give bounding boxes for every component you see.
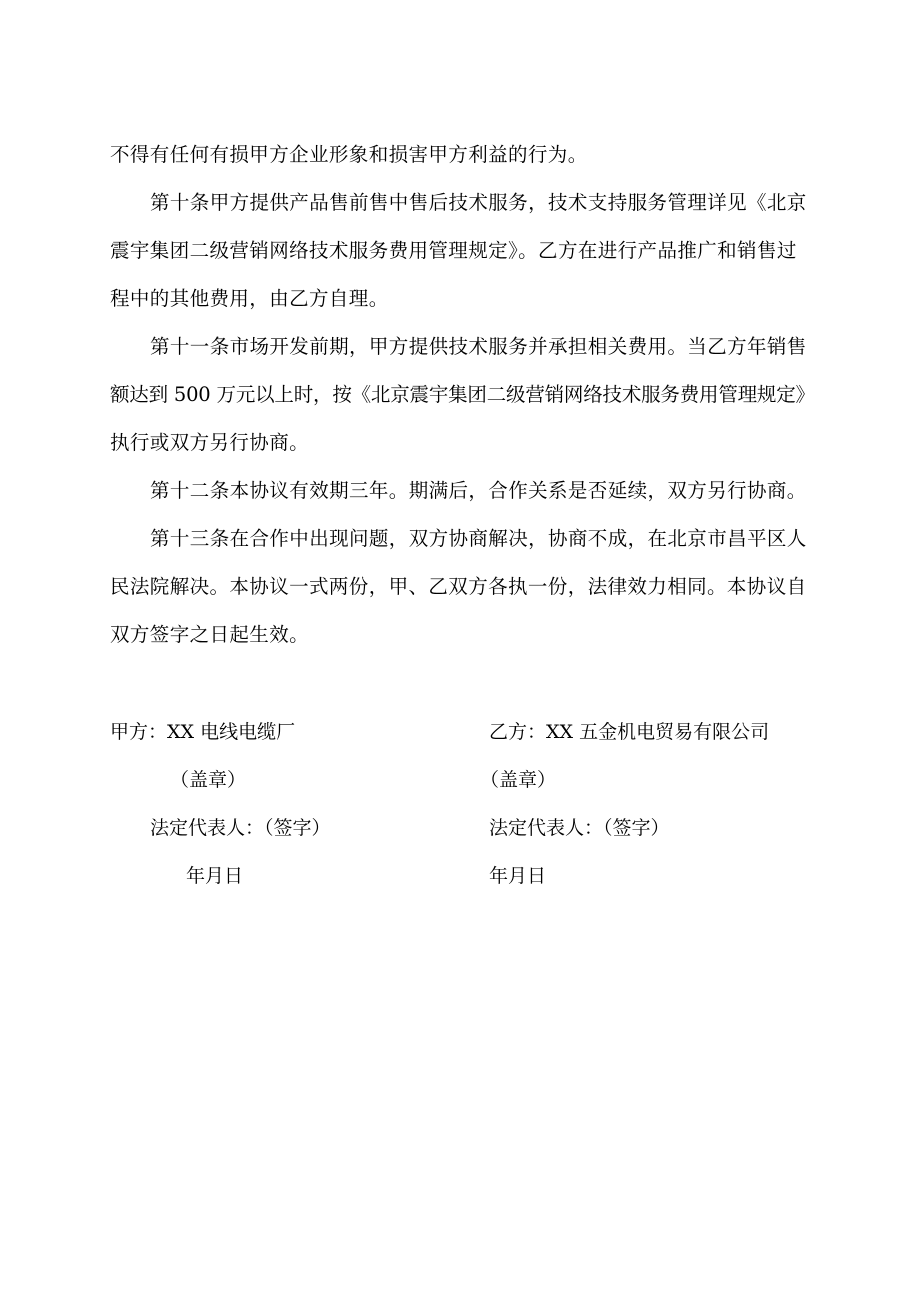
article-13-line-3: 双方签字之日起生效。 (110, 623, 310, 646)
party-b-date: 年月日 (489, 865, 547, 887)
article-11-line-2: 额达到 500 万元以上时，按《北京震宇集团二级营销网络技术服务费用管理规定》 (110, 383, 815, 406)
article-10-line-1: 第十条甲方提供产品售前售中售后技术服务，技术支持服务管理详见《北京 (150, 191, 807, 214)
paragraph-1-line-1: 不得有任何有损甲方企业形象和损害甲方利益的行为。 (110, 143, 588, 166)
article-13-line-1: 第十三条在合作中出现问题，双方协商解决，协商不成，在北京市昌平区人 (150, 527, 807, 550)
party-b-representative: 法定代表人：（签字） (489, 817, 670, 839)
article-10-line-3: 程中的其他费用，由乙方自理。 (110, 287, 389, 310)
party-b-name: 乙方：XX 五金机电贸易有限公司 (489, 721, 770, 743)
article-11-line-1: 第十一条市场开发前期，甲方提供技术服务并承担相关费用。当乙方年销售 (150, 335, 807, 358)
article-13-line-2: 民法院解决。本协议一式两份，甲、乙双方各执一份，法律效力相同。本协议自 (110, 575, 807, 598)
party-a-representative: 法定代表人：（签字） (150, 817, 331, 839)
article-10-line-2: 震宇集团二级营销网络技术服务费用管理规定》。乙方在进行产品推广和销售过 (110, 239, 797, 262)
article-11-line-3: 执行或双方另行协商。 (110, 431, 310, 454)
article-12-line-1: 第十二条本协议有效期三年。期满后，合作关系是否延续，双方另行协商。 (150, 479, 807, 502)
party-a-seal: （盖章） (170, 769, 247, 791)
party-b-seal: （盖章） (480, 769, 557, 791)
party-a-date: 年月日 (186, 865, 244, 887)
party-a-name: 甲方：XX 电线电缆厂 (110, 721, 296, 743)
